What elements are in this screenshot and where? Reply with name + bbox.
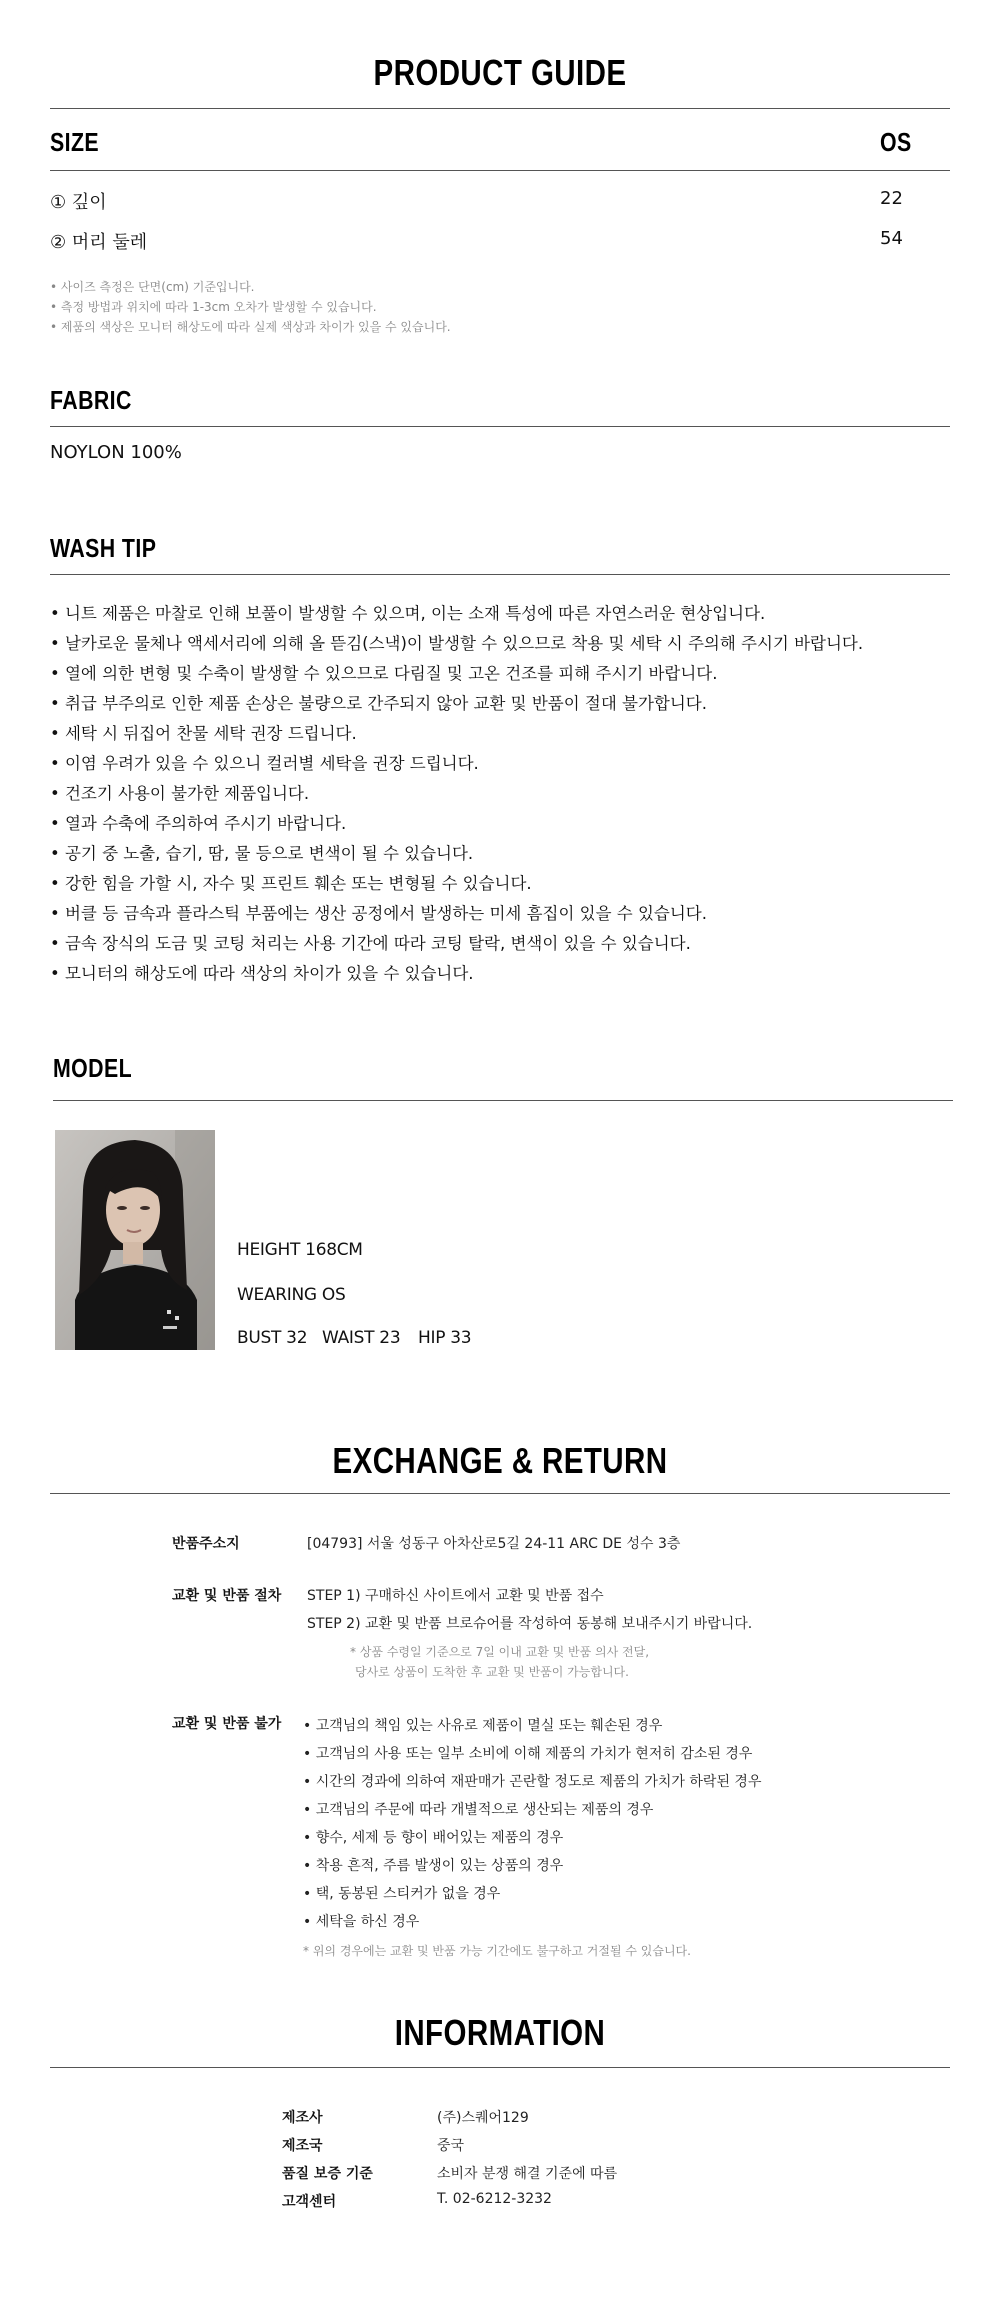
model-bust: BUST 32: [237, 1328, 308, 1348]
exchange-step-note: 당사로 상품이 도착한 후 교환 및 반품이 가능합니다.: [355, 1665, 629, 1679]
model-waist: WAIST 23: [322, 1328, 401, 1348]
divider: [53, 1100, 953, 1101]
unavailable-item: • 착용 흔적, 주름 발생이 있는 상품의 경우: [303, 1858, 564, 1874]
exchange-unavailable-label: 교환 및 반품 불가: [172, 1716, 282, 1732]
info-value: 소비자 분쟁 해결 기준에 따름: [437, 2166, 618, 2182]
divider: [50, 170, 950, 171]
divider: [50, 426, 950, 427]
info-label: 제조국: [282, 2138, 323, 2154]
fabric-value: NOYLON 100%: [50, 442, 182, 463]
wash-tip-item: • 세탁 시 뒤집어 찬물 세탁 권장 드립니다.: [50, 724, 357, 743]
model-hip: HIP 33: [418, 1328, 472, 1348]
wash-tip-item: • 건조기 사용이 불가한 제품입니다.: [50, 784, 310, 803]
unavailable-item: • 택, 동봉된 스티커가 없을 경우: [303, 1886, 501, 1902]
unavailable-item: • 향수, 세제 등 향이 배어있는 제품의 경우: [303, 1830, 564, 1846]
wash-tip-item: • 공기 중 노출, 습기, 땀, 물 등으로 변색이 될 수 있습니다.: [50, 844, 474, 863]
info-value: (주)스퀘어129: [437, 2110, 529, 2126]
exchange-step: STEP 2) 교환 및 반품 브로슈어를 작성하여 동봉해 보내주시기 바랍니다.: [307, 1616, 753, 1632]
size-row-value: 22: [880, 188, 903, 209]
size-header-label: SIZE: [50, 127, 100, 157]
unavailable-item: • 시간의 경과에 의하여 재판매가 곤란할 정도로 제품의 가치가 하락된 경우: [303, 1774, 762, 1790]
size-note: • 제품의 색상은 모니터 해상도에 따라 실제 색상과 차이가 있을 수 있습니다.: [50, 320, 451, 334]
fabric-title: FABRIC: [50, 385, 132, 415]
wash-tip-title: WASH TIP: [50, 533, 157, 563]
exchange-return-title: EXCHANGE & RETURN: [332, 1440, 668, 1481]
wash-tip-item: • 이염 우려가 있을 수 있으니 컬러별 세탁을 권장 드립니다.: [50, 754, 479, 773]
wash-tip-item: • 취급 부주의로 인한 제품 손상은 불량으로 간주되지 않아 교환 및 반품이 절대 불가합니다.: [50, 694, 707, 713]
size-note: • 사이즈 측정은 단면(cm) 기준입니다.: [50, 280, 255, 294]
info-label: 품질 보증 기준: [282, 2166, 373, 2182]
divider: [50, 108, 950, 109]
exchange-process-label: 교환 및 반품 절차: [172, 1588, 282, 1604]
wash-tip-item: • 날카로운 물체나 액세서리에 의해 올 뜯김(스낵)이 발생할 수 있으므로 착용 및 세탁 시 주의해 주시기 바랍니다.: [50, 634, 864, 653]
info-value: T. 02-6212-3232: [437, 2191, 552, 2207]
size-note: • 측정 방법과 위치에 따라 1-3cm 오차가 발생할 수 있습니다.: [50, 300, 377, 314]
info-label: 제조사: [282, 2110, 323, 2126]
model-wearing: WEARING OS: [237, 1285, 346, 1305]
divider: [50, 574, 950, 575]
size-row-value: 54: [880, 228, 903, 249]
return-address-label: 반품주소지: [172, 1536, 240, 1552]
wash-tip-item: • 열에 의한 변형 및 수축이 발생할 수 있으므로 다림질 및 고온 건조를 피해 주시기 바랍니다.: [50, 664, 718, 683]
wash-tip-item: • 버클 등 금속과 플라스틱 부품에는 생산 공정에서 발생하는 미세 흠집이 있을 수 있습니다.: [50, 904, 707, 923]
size-column-os: OS: [880, 127, 912, 157]
unavailable-item: • 세탁을 하신 경우: [303, 1914, 420, 1930]
information-title: INFORMATION: [394, 2012, 606, 2053]
size-row-label: ① 깊이: [50, 192, 107, 213]
model-height: HEIGHT 168CM: [237, 1240, 363, 1260]
unavailable-item: • 고객님의 주문에 따라 개별적으로 생산되는 제품의 경우: [303, 1802, 654, 1818]
exchange-step: STEP 1) 구매하신 사이트에서 교환 및 반품 접수: [307, 1588, 604, 1604]
wash-tip-item: • 열과 수축에 주의하여 주시기 바랍니다.: [50, 814, 347, 833]
wash-tip-item: • 금속 장식의 도금 및 코팅 처리는 사용 기간에 따라 코팅 탈락, 변색이 있을 수 있습니다.: [50, 934, 691, 953]
model-title: MODEL: [53, 1053, 133, 1083]
product-guide-title: PRODUCT GUIDE: [373, 52, 627, 93]
wash-tip-item: • 강한 힘을 가할 시, 자수 및 프린트 훼손 또는 변형될 수 있습니다.: [50, 874, 532, 893]
model-photo: [55, 1130, 215, 1350]
info-label: 고객센터: [282, 2194, 337, 2210]
divider: [50, 2067, 950, 2068]
exchange-step-note: * 상품 수령일 기준으로 7일 이내 교환 및 반품 의사 전달,: [350, 1645, 650, 1659]
unavailable-item: • 고객님의 책임 있는 사유로 제품이 멸실 또는 훼손된 경우: [303, 1718, 663, 1734]
exchange-footnote: * 위의 경우에는 교환 및 반품 가능 기간에도 불구하고 거절될 수 있습니다.: [303, 1944, 691, 1958]
size-row-label: ② 머리 둘레: [50, 232, 148, 253]
info-value: 중국: [437, 2138, 465, 2154]
wash-tip-item: • 니트 제품은 마찰로 인해 보풀이 발생할 수 있으며, 이는 소재 특성에 따른 자연스러운 현상입니다.: [50, 604, 766, 623]
wash-tip-item: • 모니터의 해상도에 따라 색상의 차이가 있을 수 있습니다.: [50, 964, 474, 983]
divider: [50, 1493, 950, 1494]
unavailable-item: • 고객님의 사용 또는 일부 소비에 이해 제품의 가치가 현저히 감소된 경우: [303, 1746, 753, 1762]
return-address: [04793] 서울 성동구 아차산로5길 24-11 ARC DE 성수 3층: [307, 1536, 681, 1552]
